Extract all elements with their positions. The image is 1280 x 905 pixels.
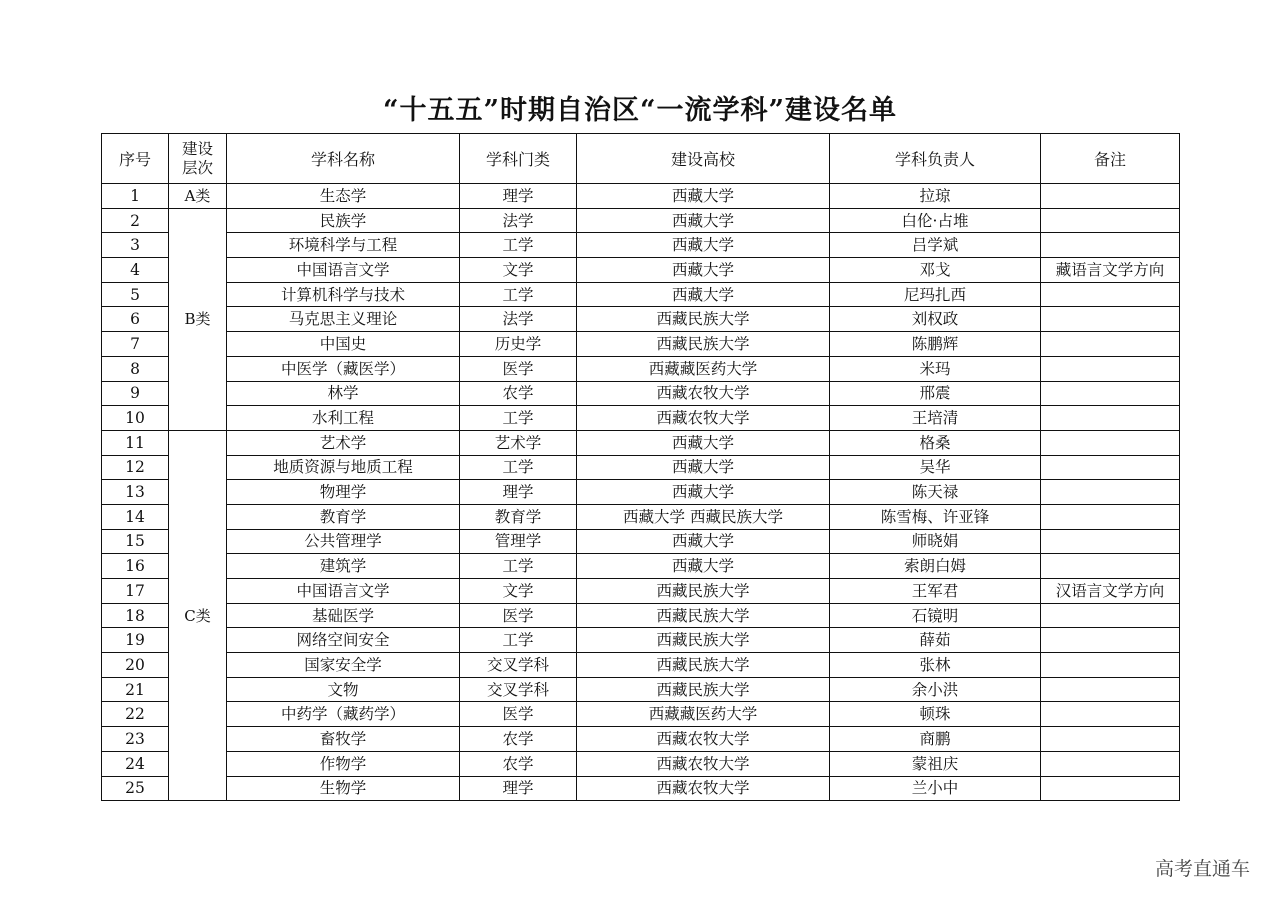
- table-header-row: [102, 134, 1180, 184]
- cell-subject: 物理学: [227, 480, 460, 505]
- cell-no: 8: [102, 356, 169, 381]
- cell-university: 西藏农牧大学: [577, 381, 830, 406]
- cell-subject: 网络空间安全: [227, 628, 460, 653]
- cell-subject: 基础医学: [227, 603, 460, 628]
- table-row: [102, 480, 1180, 505]
- table-row: [102, 653, 1180, 678]
- cell-university: 西藏民族大学: [577, 628, 830, 653]
- cell-category: 工学: [460, 233, 577, 258]
- cell-no: 15: [102, 529, 169, 554]
- cell-no: 12: [102, 455, 169, 480]
- cell-leader: 薛茹: [830, 628, 1041, 653]
- cell-subject: 中医学（藏医学）: [227, 356, 460, 381]
- header-level: [169, 134, 227, 184]
- cell-remark: [1041, 480, 1180, 505]
- cell-university: 西藏大学: [577, 455, 830, 480]
- cell-no: 18: [102, 603, 169, 628]
- cell-subject: 林学: [227, 381, 460, 406]
- cell-university: 西藏大学: [577, 529, 830, 554]
- cell-category: 医学: [460, 356, 577, 381]
- cell-no: 1: [102, 184, 169, 209]
- cell-category: 艺术学: [460, 430, 577, 455]
- cell-subject: 地质资源与地质工程: [227, 455, 460, 480]
- table-row: [102, 751, 1180, 776]
- table-row: [102, 381, 1180, 406]
- cell-remark: [1041, 603, 1180, 628]
- cell-leader: 拉琼: [830, 184, 1041, 209]
- cell-no: 22: [102, 702, 169, 727]
- table-row: [102, 455, 1180, 480]
- cell-category: 工学: [460, 455, 577, 480]
- cell-no: 7: [102, 332, 169, 357]
- header-leader: 学科负责人: [830, 134, 1041, 184]
- cell-leader: 张林: [830, 653, 1041, 678]
- cell-university: 西藏民族大学: [577, 307, 830, 332]
- cell-subject: 艺术学: [227, 430, 460, 455]
- cell-leader: 邢震: [830, 381, 1041, 406]
- cell-leader: 蒙祖庆: [830, 751, 1041, 776]
- cell-leader: 吴华: [830, 455, 1041, 480]
- cell-remark: [1041, 504, 1180, 529]
- cell-category: 法学: [460, 307, 577, 332]
- table-row: [102, 307, 1180, 332]
- cell-leader: 余小洪: [830, 677, 1041, 702]
- cell-leader: 格桑: [830, 430, 1041, 455]
- cell-category: 理学: [460, 184, 577, 209]
- cell-leader: 陈雪梅、许亚锋: [830, 504, 1041, 529]
- cell-subject: 国家安全学: [227, 653, 460, 678]
- cell-leader: 王培清: [830, 406, 1041, 431]
- cell-remark: [1041, 184, 1180, 209]
- header-no: 序号: [102, 134, 169, 184]
- cell-category: 农学: [460, 751, 577, 776]
- header-subject: 学科名称: [227, 134, 460, 184]
- cell-university: 西藏民族大学: [577, 603, 830, 628]
- cell-category: 农学: [460, 727, 577, 752]
- cell-university: 西藏大学: [577, 480, 830, 505]
- cell-no: 9: [102, 381, 169, 406]
- cell-university: 西藏农牧大学: [577, 406, 830, 431]
- cell-remark: [1041, 356, 1180, 381]
- cell-no: 20: [102, 653, 169, 678]
- cell-leader: 尼玛扎西: [830, 282, 1041, 307]
- cell-no: 2: [102, 208, 169, 233]
- cell-subject: 计算机科学与技术: [227, 282, 460, 307]
- cell-no: 17: [102, 579, 169, 604]
- cell-subject: 中药学（藏药学）: [227, 702, 460, 727]
- table-row: [102, 332, 1180, 357]
- table-row: [102, 406, 1180, 431]
- table-row: [102, 529, 1180, 554]
- header-level-line1: 建设: [181, 139, 213, 158]
- cell-subject: 马克思主义理论: [227, 307, 460, 332]
- cell-university: 西藏大学: [577, 554, 830, 579]
- table-row: [102, 504, 1180, 529]
- header-category: 学科门类: [460, 134, 577, 184]
- cell-leader: 刘权政: [830, 307, 1041, 332]
- cell-level: C类: [169, 430, 227, 800]
- cell-leader: 王军君: [830, 579, 1041, 604]
- cell-university: 西藏农牧大学: [577, 776, 830, 801]
- cell-subject: 生态学: [227, 184, 460, 209]
- table-row: [102, 727, 1180, 752]
- cell-no: 13: [102, 480, 169, 505]
- cell-subject: 中国语言文学: [227, 579, 460, 604]
- cell-university: 西藏大学: [577, 184, 830, 209]
- cell-university: 西藏大学: [577, 282, 830, 307]
- cell-remark: [1041, 233, 1180, 258]
- cell-no: 16: [102, 554, 169, 579]
- table-row: [102, 430, 1180, 455]
- cell-university: 西藏民族大学: [577, 332, 830, 357]
- cell-university: 西藏大学 西藏民族大学: [577, 504, 830, 529]
- header-remark: 备注: [1041, 134, 1180, 184]
- table-row: [102, 554, 1180, 579]
- cell-category: 理学: [460, 480, 577, 505]
- cell-no: 3: [102, 233, 169, 258]
- cell-category: 教育学: [460, 504, 577, 529]
- cell-no: 19: [102, 628, 169, 653]
- cell-remark: [1041, 381, 1180, 406]
- table-row: [102, 184, 1180, 209]
- table-row: [102, 258, 1180, 283]
- table-row: [102, 579, 1180, 604]
- cell-category: 法学: [460, 208, 577, 233]
- cell-remark: [1041, 628, 1180, 653]
- cell-no: 24: [102, 751, 169, 776]
- cell-remark: [1041, 776, 1180, 801]
- table-row: [102, 702, 1180, 727]
- cell-no: 5: [102, 282, 169, 307]
- cell-no: 4: [102, 258, 169, 283]
- cell-no: 21: [102, 677, 169, 702]
- cell-remark: [1041, 208, 1180, 233]
- cell-no: 11: [102, 430, 169, 455]
- table-row: [102, 208, 1180, 233]
- cell-leader: 邓戈: [830, 258, 1041, 283]
- cell-university: 西藏民族大学: [577, 677, 830, 702]
- cell-remark: 汉语言文学方向: [1041, 579, 1180, 604]
- cell-level: B类: [169, 208, 227, 430]
- cell-category: 工学: [460, 554, 577, 579]
- cell-subject: 生物学: [227, 776, 460, 801]
- cell-university: 西藏大学: [577, 233, 830, 258]
- cell-university: 西藏大学: [577, 430, 830, 455]
- cell-category: 医学: [460, 603, 577, 628]
- cell-category: 农学: [460, 381, 577, 406]
- cell-leader: 商鹏: [830, 727, 1041, 752]
- cell-subject: 水利工程: [227, 406, 460, 431]
- cell-leader: 石镜明: [830, 603, 1041, 628]
- cell-remark: 藏语言文学方向: [1041, 258, 1180, 283]
- cell-subject: 教育学: [227, 504, 460, 529]
- cell-subject: 环境科学与工程: [227, 233, 460, 258]
- cell-category: 管理学: [460, 529, 577, 554]
- cell-leader: 索朗白姆: [830, 554, 1041, 579]
- cell-leader: 兰小中: [830, 776, 1041, 801]
- table-row: [102, 603, 1180, 628]
- cell-no: 14: [102, 504, 169, 529]
- cell-remark: [1041, 282, 1180, 307]
- table-row: [102, 233, 1180, 258]
- cell-remark: [1041, 751, 1180, 776]
- cell-no: 23: [102, 727, 169, 752]
- table-row: [102, 776, 1180, 801]
- cell-category: 工学: [460, 628, 577, 653]
- cell-remark: [1041, 702, 1180, 727]
- cell-remark: [1041, 430, 1180, 455]
- cell-category: 工学: [460, 282, 577, 307]
- cell-university: 西藏藏医药大学: [577, 702, 830, 727]
- cell-university: 西藏民族大学: [577, 653, 830, 678]
- cell-no: 10: [102, 406, 169, 431]
- cell-category: 交叉学科: [460, 677, 577, 702]
- cell-remark: [1041, 455, 1180, 480]
- cell-leader: 陈天禄: [830, 480, 1041, 505]
- cell-leader: 师晓娟: [830, 529, 1041, 554]
- cell-remark: [1041, 653, 1180, 678]
- cell-university: 西藏农牧大学: [577, 751, 830, 776]
- cell-university: 西藏农牧大学: [577, 727, 830, 752]
- cell-subject: 畜牧学: [227, 727, 460, 752]
- subject-list-table: [101, 133, 1180, 801]
- table-row: [102, 628, 1180, 653]
- cell-leader: 米玛: [830, 356, 1041, 381]
- cell-university: 西藏藏医药大学: [577, 356, 830, 381]
- cell-subject: 中国语言文学: [227, 258, 460, 283]
- table-row: [102, 677, 1180, 702]
- cell-category: 文学: [460, 258, 577, 283]
- cell-subject: 作物学: [227, 751, 460, 776]
- cell-category: 理学: [460, 776, 577, 801]
- cell-subject: 民族学: [227, 208, 460, 233]
- cell-category: 文学: [460, 579, 577, 604]
- watermark: 高考直通车: [1154, 858, 1250, 880]
- cell-no: 25: [102, 776, 169, 801]
- cell-category: 医学: [460, 702, 577, 727]
- cell-level: A类: [169, 184, 227, 209]
- header-level-line2: 层次: [181, 158, 213, 177]
- header-university: 建设高校: [577, 134, 830, 184]
- cell-subject: 公共管理学: [227, 529, 460, 554]
- cell-remark: [1041, 554, 1180, 579]
- cell-category: 工学: [460, 406, 577, 431]
- cell-leader: 吕学斌: [830, 233, 1041, 258]
- cell-leader: 顿珠: [830, 702, 1041, 727]
- cell-remark: [1041, 406, 1180, 431]
- cell-category: 历史学: [460, 332, 577, 357]
- cell-remark: [1041, 677, 1180, 702]
- cell-leader: 陈鹏辉: [830, 332, 1041, 357]
- cell-category: 交叉学科: [460, 653, 577, 678]
- cell-university: 西藏民族大学: [577, 579, 830, 604]
- cell-subject: 建筑学: [227, 554, 460, 579]
- cell-subject: 中国史: [227, 332, 460, 357]
- cell-remark: [1041, 529, 1180, 554]
- cell-subject: 文物: [227, 677, 460, 702]
- page-title: “十五五”时期自治区“一流学科”建设名单: [382, 95, 898, 126]
- cell-university: 西藏大学: [577, 208, 830, 233]
- table-row: [102, 356, 1180, 381]
- cell-remark: [1041, 727, 1180, 752]
- cell-remark: [1041, 307, 1180, 332]
- cell-university: 西藏大学: [577, 258, 830, 283]
- cell-no: 6: [102, 307, 169, 332]
- cell-leader: 白伦·占堆: [830, 208, 1041, 233]
- cell-remark: [1041, 332, 1180, 357]
- table-row: [102, 282, 1180, 307]
